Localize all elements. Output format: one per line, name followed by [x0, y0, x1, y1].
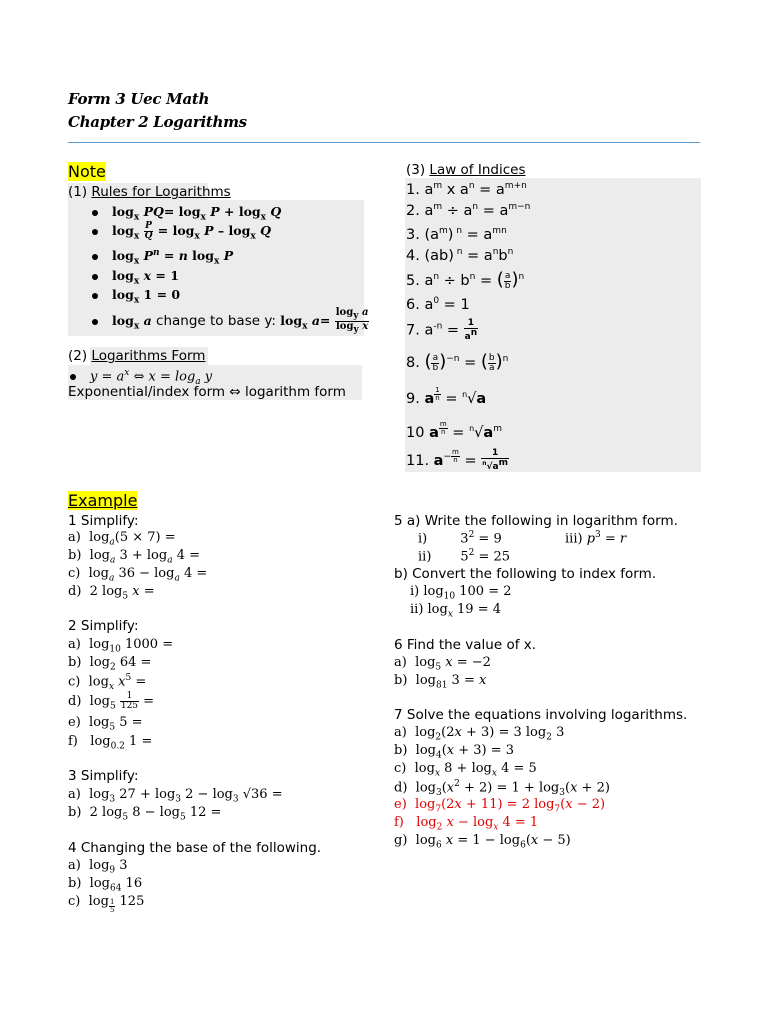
q7-title: 7 Solve the equations involving logarithms. [394, 707, 688, 723]
q4-c: c) log $_{\frac{1}{5}}$ 125 [68, 894, 145, 914]
law-9: 9. a $^{\frac{1}{n}}$ = $^n$√a [406, 386, 487, 407]
q6-title: 6 Find the value of x. [394, 637, 537, 653]
law-5: 5. $a^n \div b^n$ = ( $\frac{a}{b}$ )$^n$ [406, 269, 525, 291]
law-4: 4. (ab) $^n = a^nb^n$ [406, 247, 514, 264]
bullet-icon [92, 254, 98, 260]
q3-b: b) 2 $\log_5 8 - \log_5 12$ = [68, 805, 222, 823]
law-1: 1. $a^m$ x $a^n = a^{m+n}$ [406, 181, 527, 198]
q1-d: d) 2 $\log_5 x$ = [68, 584, 155, 602]
q5b-i: i) $\log_{10} 100 = 2$ [410, 584, 512, 602]
law-3: 3. $(a^m) ^n = a^{mn}$ [406, 226, 507, 243]
q1-b: b) $\log_a 3 + \log_a 4$ = [68, 548, 201, 566]
q6-b: b) $\log_{81} 3 = x$ [394, 673, 487, 691]
rule-quotient: $\log_x$ $\frac{P}{Q}$ = $\log_x P - \log_x Q$ [92, 222, 271, 242]
law-6: 6. $a^0 = 1$ [406, 296, 470, 313]
rule-power: $\log_x P^n = n$ $\log_x P$ [92, 248, 233, 267]
bullet-icon [92, 319, 98, 325]
q5-iii: iii) $p^3 = r$ [565, 530, 627, 547]
rule-zero: $\log_x 1 = 0$ [92, 287, 180, 306]
q3-a: a) $\log_3 27 + \log_3 2 - \log_3 √36$ = [68, 787, 283, 805]
q5-i: i) $3^2 = 9$ [418, 530, 502, 547]
q7-a: a) $\log_2(2x + 3) = 3$ $\log_2 3$ [394, 725, 565, 743]
q4-title: 4 Changing the base of the following. [68, 840, 322, 856]
q4-a: a) $\log_9 3$ [68, 858, 128, 876]
q3-title: 3 Simplify: [68, 768, 139, 784]
logform-caption: Exponential/index form ⇔ logarithm form [68, 384, 346, 400]
q6-a: a) $\log_5 x = -2$ [394, 655, 491, 673]
q7-f: f) $\log_2 x - \log_x 4 = 1$ [394, 815, 539, 833]
page-title: Form 3 Uec Math [68, 90, 210, 108]
q5-ii: ii) $5^2 = 25$ [418, 548, 511, 565]
bullet-icon [92, 229, 98, 235]
q1-c: c) $\log_a 36 - \log_a 4$ = [68, 566, 208, 584]
q5b-title: b) Convert the following to index form. [394, 566, 657, 582]
law-2: 2. $a^m \div a^n = a^{m-n}$ [406, 202, 531, 219]
bullet-icon [92, 293, 98, 299]
rules-heading: (1) Rules for Logarithms [68, 184, 231, 200]
q1-title: 1 Simplify: [68, 513, 139, 529]
q2-title: 2 Simplify: [68, 618, 139, 634]
q7-e: e) $\log_7(2x + 11) = 2$ $\log_7(x - 2)$ [394, 797, 606, 815]
note-heading: Note [68, 162, 106, 181]
q2-b: b) $\log_2 64$ = [68, 655, 152, 673]
chapter-title: Chapter 2 Logarithms [68, 113, 247, 131]
q1-a: a) $\log_a(5 \times 7)$ = [68, 530, 176, 548]
law-7: 7. $a^{-n}$ = $\frac{1}{a^n}$ [406, 318, 478, 342]
q2-a: a) $\log_{10} 1000$ = [68, 637, 174, 655]
header-divider [68, 142, 700, 143]
law-8: 8. ( $\frac{a}{b}$ )$^{-n}$ = ( $\frac{b}{a}$ )$^n$ [406, 351, 509, 373]
law-10: 10 a $^{\frac{m}{n}}$ = $^n√a^m$ [406, 420, 502, 441]
q7-g: g) $\log_6 x = 1 - \log_6(x - 5)$ [394, 833, 571, 851]
example-heading: Example [68, 491, 138, 510]
q4-b: b) $\log_{64} 16$ [68, 876, 143, 894]
bullet-icon [92, 210, 98, 216]
rule-identity: $\log_x x = 1$ [92, 268, 179, 287]
indices-heading: (3) Law of Indices [406, 162, 526, 178]
q2-e: e) $\log_5 5$ = [68, 715, 143, 733]
bullet-icon [92, 274, 98, 280]
logform-rule: $y = a^x$ ⇔ $x = \log_a y$ [70, 368, 212, 387]
q5-title: 5 a) Write the following in logarithm form. [394, 513, 678, 529]
law-11: 11. $a^{- \frac{m}{n}}$ = $\frac{1}{^n√a^m}$ [406, 448, 508, 473]
q2-f: f) $\log_{0.2} 1$ = [68, 734, 153, 752]
bullet-icon [70, 374, 76, 380]
q7-b: b) $\log_4(x + 3) = 3$ [394, 743, 515, 761]
q2-c: c) $\log_x x^5$ = [68, 673, 147, 692]
q7-c: c) $\log_x 8 + \log_x 4 = 5$ [394, 761, 537, 779]
logform-heading: (2) Logarithms Form [68, 348, 206, 364]
rule-change-base: $\log_x a$ change to base y: $\log_x a=$ $\frac{\log_y a}{\log_y x}$ [92, 308, 369, 335]
q5b-ii: ii) $\log_x 19 = 4$ [410, 602, 502, 620]
q2-d: d) $\log_5$ $\frac{1}{125}$ = [68, 691, 155, 712]
rule-product: $\log_x PQ= \log_x P + \log_x Q$ [92, 204, 281, 223]
q7-d: d) $\log_3(x^2 + 2) = 1 + \log_3(x + 2)$ [394, 779, 610, 798]
